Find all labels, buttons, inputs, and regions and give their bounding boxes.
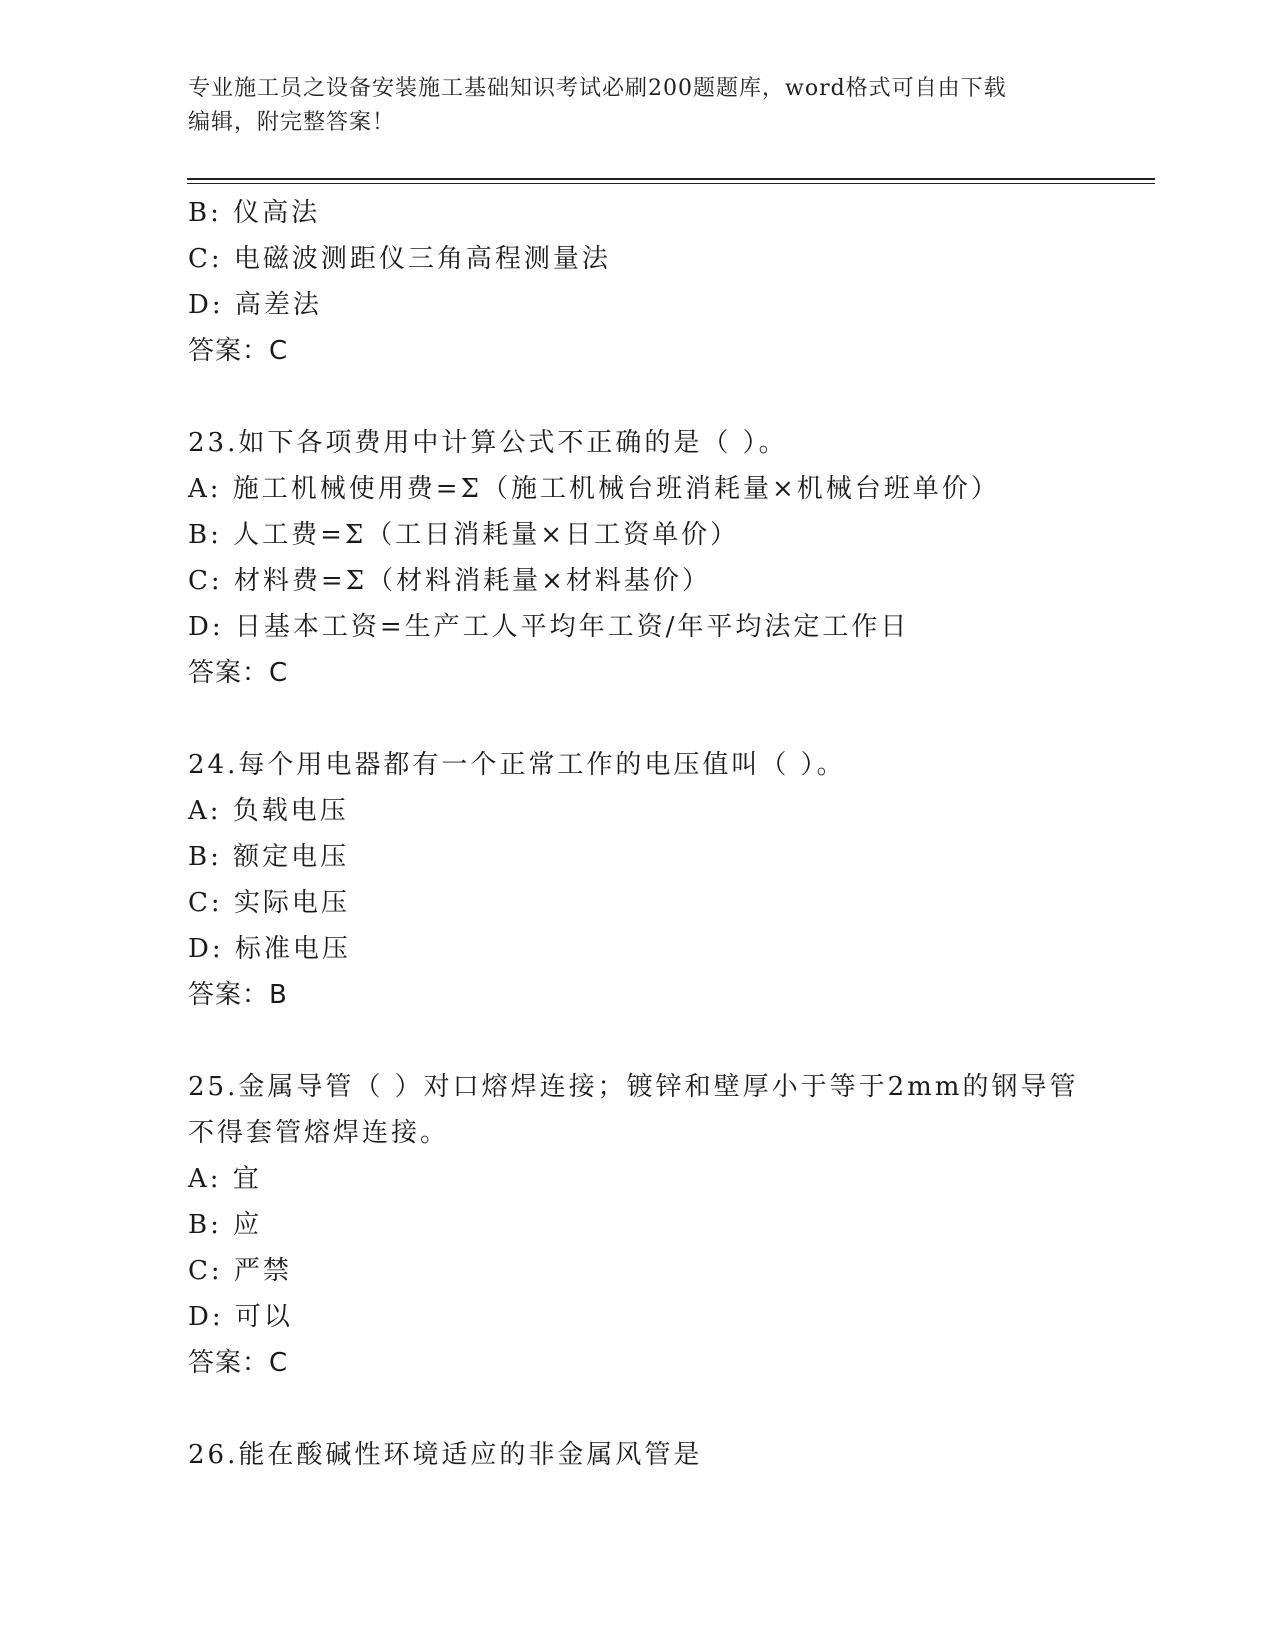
question-stem-line-1: 25.金属导管（ ）对口熔焊连接；镀锌和壁厚小于等于2mm的钢导管 <box>188 1072 1079 1102</box>
spacer <box>188 1386 1088 1432</box>
question-block-26 <box>188 1432 1088 1478</box>
option-c: C: 电磁波测距仪三角高程测量法 <box>188 244 611 274</box>
option-a: A: 施工机械使用费=Σ（施工机械台班消耗量×机械台班单价） <box>188 474 1000 504</box>
option-b: B: 人工费=Σ（工日消耗量×日工资单价） <box>188 520 740 550</box>
question-block-25 <box>188 1064 1088 1386</box>
header-line-1: 专业施工员之设备安装施工基础知识考试必刷200题题库，word格式可自由下载 <box>188 76 1007 101</box>
question-stem: 26.能在酸碱性环境适应的非金属风管是 <box>188 1440 703 1470</box>
option-d: D: 日基本工资=生产工人平均年工资/年平均法定工作日 <box>188 612 910 642</box>
option-a: A: 负载电压 <box>188 796 349 826</box>
spacer <box>188 1018 1088 1064</box>
option-c: C: 材料费=Σ（材料消耗量×材料基价） <box>188 566 711 596</box>
answer-label: 答案：C <box>188 336 289 366</box>
answer-label: 答案：B <box>188 980 288 1010</box>
header-line-2: 编辑，附完整答案！ <box>188 110 396 135</box>
option-a: A: 宜 <box>188 1164 262 1194</box>
option-d: D: 可以 <box>188 1302 293 1332</box>
header-rule-thick <box>187 178 1155 180</box>
question-stem: 23.如下各项费用中计算公式不正确的是（ ）。 <box>188 428 788 458</box>
document-header <box>188 72 1068 140</box>
answer-label: 答案：C <box>188 1348 289 1378</box>
option-d: D: 高差法 <box>188 290 322 320</box>
question-block-24 <box>188 742 1088 1018</box>
option-c: C: 实际电压 <box>188 888 350 918</box>
option-b: B: 仪高法 <box>188 198 321 228</box>
question-list <box>188 190 1088 1478</box>
question-stem-line-2: 不得套管熔焊连接。 <box>188 1118 450 1148</box>
option-d: D: 标准电压 <box>188 934 351 964</box>
option-b: B: 应 <box>188 1210 263 1240</box>
answer-label: 答案：C <box>188 658 289 688</box>
option-b: B: 额定电压 <box>188 842 350 872</box>
question-block-23 <box>188 420 1088 696</box>
header-rule-thin <box>187 183 1155 184</box>
spacer <box>188 696 1088 742</box>
question-block-22 <box>188 190 1088 374</box>
spacer <box>188 374 1088 420</box>
option-c: C: 严禁 <box>188 1256 292 1286</box>
question-stem: 24.每个用电器都有一个正常工作的电压值叫（ ）。 <box>188 750 846 780</box>
